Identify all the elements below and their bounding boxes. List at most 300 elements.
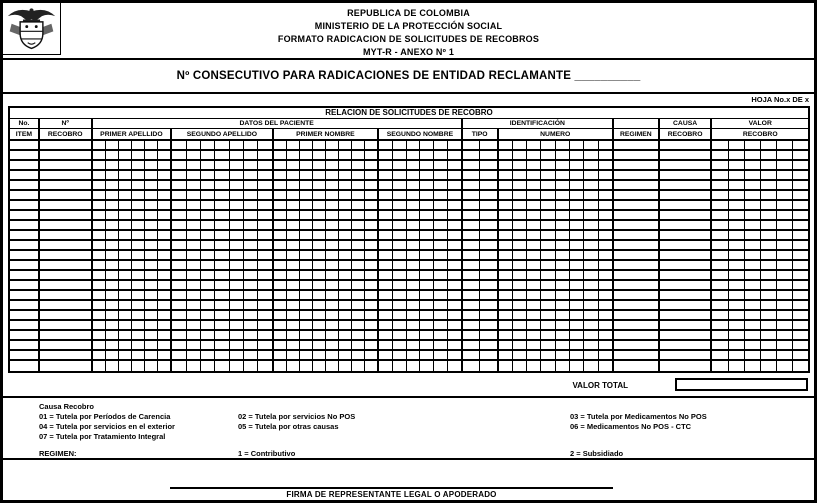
- char-box[interactable]: [614, 291, 658, 299]
- char-box[interactable]: [463, 261, 479, 269]
- char-box[interactable]: [229, 251, 243, 259]
- cell-item[interactable]: [10, 331, 38, 339]
- char-box[interactable]: [40, 171, 91, 179]
- char-box[interactable]: [479, 261, 496, 269]
- char-box[interactable]: [214, 261, 228, 269]
- char-box[interactable]: [379, 241, 392, 249]
- char-box[interactable]: [614, 161, 658, 169]
- char-box[interactable]: [614, 331, 658, 339]
- char-box[interactable]: [325, 181, 338, 189]
- char-box[interactable]: [433, 171, 447, 179]
- char-box[interactable]: [598, 341, 612, 349]
- char-box[interactable]: [447, 361, 461, 371]
- char-box[interactable]: [447, 301, 461, 309]
- char-box[interactable]: [406, 331, 420, 339]
- char-box[interactable]: [229, 151, 243, 159]
- char-box[interactable]: [338, 141, 351, 149]
- cell-item[interactable]: [10, 361, 38, 371]
- char-box[interactable]: [214, 141, 228, 149]
- char-box[interactable]: [274, 181, 286, 189]
- char-box[interactable]: [447, 191, 461, 199]
- char-box[interactable]: [312, 161, 325, 169]
- char-box[interactable]: [172, 321, 185, 329]
- char-box[interactable]: [93, 301, 105, 309]
- char-box[interactable]: [776, 271, 792, 279]
- char-box[interactable]: [760, 191, 776, 199]
- char-box[interactable]: [526, 271, 540, 279]
- char-box[interactable]: [286, 241, 299, 249]
- cell-segundo_apellido[interactable]: [170, 361, 271, 371]
- char-box[interactable]: [792, 271, 808, 279]
- char-box[interactable]: [379, 281, 392, 289]
- char-box[interactable]: [463, 151, 479, 159]
- char-box[interactable]: [214, 201, 228, 209]
- char-box[interactable]: [379, 161, 392, 169]
- char-box[interactable]: [406, 241, 420, 249]
- char-box[interactable]: [463, 161, 479, 169]
- char-box[interactable]: [598, 271, 612, 279]
- char-box[interactable]: [540, 141, 554, 149]
- cell-causa[interactable]: [658, 241, 711, 249]
- char-box[interactable]: [257, 251, 271, 259]
- cell-segundo_apellido[interactable]: [170, 181, 271, 189]
- char-box[interactable]: [392, 141, 406, 149]
- char-box[interactable]: [614, 221, 658, 229]
- char-box[interactable]: [379, 201, 392, 209]
- char-box[interactable]: [792, 141, 808, 149]
- char-box[interactable]: [364, 211, 377, 219]
- char-box[interactable]: [744, 271, 760, 279]
- char-box[interactable]: [312, 341, 325, 349]
- char-box[interactable]: [118, 191, 131, 199]
- char-box[interactable]: [299, 321, 312, 329]
- char-box[interactable]: [131, 201, 144, 209]
- cell-item[interactable]: [10, 281, 38, 289]
- char-box[interactable]: [512, 141, 526, 149]
- char-box[interactable]: [214, 351, 228, 359]
- char-box[interactable]: [792, 211, 808, 219]
- cell-segundo_apellido[interactable]: [170, 321, 271, 329]
- char-box[interactable]: [274, 301, 286, 309]
- char-box[interactable]: [569, 201, 583, 209]
- char-box[interactable]: [214, 361, 228, 371]
- cell-primer_nombre[interactable]: [272, 181, 377, 189]
- char-box[interactable]: [499, 291, 512, 299]
- char-box[interactable]: [118, 311, 131, 319]
- char-box[interactable]: [200, 341, 214, 349]
- char-box[interactable]: [257, 311, 271, 319]
- char-box[interactable]: [712, 291, 727, 299]
- char-box[interactable]: [299, 311, 312, 319]
- char-box[interactable]: [105, 181, 118, 189]
- char-box[interactable]: [660, 241, 711, 249]
- char-box[interactable]: [214, 221, 228, 229]
- char-box[interactable]: [744, 311, 760, 319]
- cell-regimen[interactable]: [612, 281, 658, 289]
- char-box[interactable]: [229, 361, 243, 371]
- char-box[interactable]: [229, 191, 243, 199]
- char-box[interactable]: [499, 241, 512, 249]
- char-box[interactable]: [614, 351, 658, 359]
- char-box[interactable]: [364, 241, 377, 249]
- cell-item[interactable]: [10, 171, 38, 179]
- char-box[interactable]: [419, 171, 433, 179]
- char-box[interactable]: [463, 181, 479, 189]
- cell-tipo[interactable]: [461, 231, 497, 239]
- char-box[interactable]: [157, 311, 170, 319]
- char-box[interactable]: [614, 321, 658, 329]
- cell-valor[interactable]: [710, 181, 808, 189]
- char-box[interactable]: [555, 151, 569, 159]
- char-box[interactable]: [364, 221, 377, 229]
- char-box[interactable]: [338, 231, 351, 239]
- char-box[interactable]: [499, 341, 512, 349]
- char-box[interactable]: [569, 231, 583, 239]
- char-box[interactable]: [392, 301, 406, 309]
- char-box[interactable]: [243, 141, 257, 149]
- char-box[interactable]: [433, 291, 447, 299]
- char-box[interactable]: [499, 221, 512, 229]
- char-box[interactable]: [118, 281, 131, 289]
- char-box[interactable]: [499, 181, 512, 189]
- char-box[interactable]: [379, 271, 392, 279]
- char-box[interactable]: [406, 271, 420, 279]
- char-box[interactable]: [144, 221, 157, 229]
- char-box[interactable]: [186, 251, 200, 259]
- char-box[interactable]: [728, 281, 744, 289]
- char-box[interactable]: [712, 251, 727, 259]
- char-box[interactable]: [569, 331, 583, 339]
- char-box[interactable]: [274, 251, 286, 259]
- cell-primer_apellido[interactable]: [91, 141, 171, 149]
- char-box[interactable]: [325, 241, 338, 249]
- cell-valor[interactable]: [710, 171, 808, 179]
- char-box[interactable]: [312, 201, 325, 209]
- char-box[interactable]: [463, 351, 479, 359]
- cell-recobro[interactable]: [38, 241, 91, 249]
- char-box[interactable]: [392, 331, 406, 339]
- char-box[interactable]: [463, 361, 479, 371]
- char-box[interactable]: [406, 151, 420, 159]
- char-box[interactable]: [338, 341, 351, 349]
- char-box[interactable]: [447, 181, 461, 189]
- char-box[interactable]: [760, 251, 776, 259]
- char-box[interactable]: [760, 151, 776, 159]
- char-box[interactable]: [131, 191, 144, 199]
- char-box[interactable]: [792, 261, 808, 269]
- cell-recobro[interactable]: [38, 171, 91, 179]
- cell-recobro[interactable]: [38, 151, 91, 159]
- char-box[interactable]: [105, 281, 118, 289]
- cell-primer_nombre[interactable]: [272, 231, 377, 239]
- char-box[interactable]: [10, 211, 38, 219]
- char-box[interactable]: [526, 191, 540, 199]
- cell-numero[interactable]: [497, 141, 612, 149]
- char-box[interactable]: [118, 261, 131, 269]
- char-box[interactable]: [93, 251, 105, 259]
- cell-recobro[interactable]: [38, 281, 91, 289]
- char-box[interactable]: [144, 291, 157, 299]
- char-box[interactable]: [105, 141, 118, 149]
- char-box[interactable]: [157, 201, 170, 209]
- char-box[interactable]: [257, 351, 271, 359]
- char-box[interactable]: [499, 321, 512, 329]
- char-box[interactable]: [10, 291, 38, 299]
- cell-segundo_apellido[interactable]: [170, 311, 271, 319]
- char-box[interactable]: [463, 271, 479, 279]
- char-box[interactable]: [286, 281, 299, 289]
- char-box[interactable]: [274, 191, 286, 199]
- char-box[interactable]: [598, 171, 612, 179]
- char-box[interactable]: [569, 221, 583, 229]
- char-box[interactable]: [172, 341, 185, 349]
- cell-recobro[interactable]: [38, 361, 91, 371]
- char-box[interactable]: [499, 251, 512, 259]
- cell-valor[interactable]: [710, 291, 808, 299]
- cell-segundo_nombre[interactable]: [377, 141, 461, 149]
- char-box[interactable]: [598, 311, 612, 319]
- cell-causa[interactable]: [658, 161, 711, 169]
- char-box[interactable]: [712, 191, 727, 199]
- char-box[interactable]: [118, 141, 131, 149]
- char-box[interactable]: [540, 271, 554, 279]
- char-box[interactable]: [463, 191, 479, 199]
- cell-primer_nombre[interactable]: [272, 191, 377, 199]
- char-box[interactable]: [379, 211, 392, 219]
- char-box[interactable]: [569, 181, 583, 189]
- char-box[interactable]: [555, 341, 569, 349]
- char-box[interactable]: [299, 331, 312, 339]
- char-box[interactable]: [419, 301, 433, 309]
- char-box[interactable]: [40, 151, 91, 159]
- char-box[interactable]: [243, 271, 257, 279]
- cell-primer_apellido[interactable]: [91, 261, 171, 269]
- cell-recobro[interactable]: [38, 311, 91, 319]
- cell-numero[interactable]: [497, 151, 612, 159]
- cell-valor[interactable]: [710, 261, 808, 269]
- char-box[interactable]: [583, 241, 597, 249]
- char-box[interactable]: [186, 271, 200, 279]
- cell-recobro[interactable]: [38, 251, 91, 259]
- char-box[interactable]: [105, 261, 118, 269]
- char-box[interactable]: [40, 181, 91, 189]
- char-box[interactable]: [479, 311, 496, 319]
- char-box[interactable]: [325, 351, 338, 359]
- char-box[interactable]: [200, 261, 214, 269]
- char-box[interactable]: [540, 251, 554, 259]
- char-box[interactable]: [286, 351, 299, 359]
- char-box[interactable]: [526, 281, 540, 289]
- char-box[interactable]: [379, 221, 392, 229]
- char-box[interactable]: [569, 241, 583, 249]
- char-box[interactable]: [569, 321, 583, 329]
- cell-causa[interactable]: [658, 181, 711, 189]
- char-box[interactable]: [406, 251, 420, 259]
- char-box[interactable]: [760, 141, 776, 149]
- char-box[interactable]: [274, 321, 286, 329]
- char-box[interactable]: [392, 281, 406, 289]
- char-box[interactable]: [512, 311, 526, 319]
- char-box[interactable]: [131, 181, 144, 189]
- char-box[interactable]: [406, 181, 420, 189]
- cell-numero[interactable]: [497, 211, 612, 219]
- char-box[interactable]: [499, 301, 512, 309]
- char-box[interactable]: [433, 181, 447, 189]
- char-box[interactable]: [10, 191, 38, 199]
- char-box[interactable]: [598, 361, 612, 371]
- char-box[interactable]: [186, 321, 200, 329]
- char-box[interactable]: [569, 191, 583, 199]
- char-box[interactable]: [614, 151, 658, 159]
- cell-segundo_apellido[interactable]: [170, 191, 271, 199]
- char-box[interactable]: [364, 271, 377, 279]
- char-box[interactable]: [364, 301, 377, 309]
- cell-segundo_apellido[interactable]: [170, 351, 271, 359]
- char-box[interactable]: [172, 151, 185, 159]
- char-box[interactable]: [40, 201, 91, 209]
- char-box[interactable]: [419, 351, 433, 359]
- char-box[interactable]: [286, 201, 299, 209]
- char-box[interactable]: [351, 261, 364, 269]
- cell-regimen[interactable]: [612, 171, 658, 179]
- char-box[interactable]: [93, 151, 105, 159]
- char-box[interactable]: [157, 331, 170, 339]
- char-box[interactable]: [229, 311, 243, 319]
- char-box[interactable]: [40, 231, 91, 239]
- char-box[interactable]: [447, 161, 461, 169]
- char-box[interactable]: [200, 301, 214, 309]
- char-box[interactable]: [157, 261, 170, 269]
- char-box[interactable]: [274, 271, 286, 279]
- char-box[interactable]: [214, 301, 228, 309]
- char-box[interactable]: [351, 281, 364, 289]
- char-box[interactable]: [555, 241, 569, 249]
- char-box[interactable]: [406, 261, 420, 269]
- char-box[interactable]: [243, 251, 257, 259]
- char-box[interactable]: [792, 151, 808, 159]
- char-box[interactable]: [364, 261, 377, 269]
- char-box[interactable]: [463, 251, 479, 259]
- char-box[interactable]: [200, 351, 214, 359]
- char-box[interactable]: [792, 331, 808, 339]
- char-box[interactable]: [744, 341, 760, 349]
- char-box[interactable]: [526, 291, 540, 299]
- char-box[interactable]: [792, 241, 808, 249]
- char-box[interactable]: [172, 271, 185, 279]
- char-box[interactable]: [364, 251, 377, 259]
- char-box[interactable]: [351, 211, 364, 219]
- char-box[interactable]: [744, 361, 760, 371]
- cell-numero[interactable]: [497, 181, 612, 189]
- char-box[interactable]: [286, 181, 299, 189]
- char-box[interactable]: [392, 221, 406, 229]
- char-box[interactable]: [118, 361, 131, 371]
- char-box[interactable]: [512, 211, 526, 219]
- char-box[interactable]: [229, 351, 243, 359]
- cell-item[interactable]: [10, 211, 38, 219]
- char-box[interactable]: [93, 291, 105, 299]
- cell-valor[interactable]: [710, 191, 808, 199]
- char-box[interactable]: [243, 211, 257, 219]
- char-box[interactable]: [93, 141, 105, 149]
- char-box[interactable]: [479, 351, 496, 359]
- char-box[interactable]: [229, 171, 243, 179]
- cell-segundo_nombre[interactable]: [377, 291, 461, 299]
- char-box[interactable]: [433, 241, 447, 249]
- char-box[interactable]: [569, 361, 583, 371]
- char-box[interactable]: [325, 291, 338, 299]
- char-box[interactable]: [379, 181, 392, 189]
- char-box[interactable]: [10, 181, 38, 189]
- char-box[interactable]: [274, 241, 286, 249]
- char-box[interactable]: [526, 311, 540, 319]
- char-box[interactable]: [614, 141, 658, 149]
- char-box[interactable]: [712, 201, 727, 209]
- cell-item[interactable]: [10, 261, 38, 269]
- char-box[interactable]: [419, 321, 433, 329]
- char-box[interactable]: [433, 281, 447, 289]
- cell-regimen[interactable]: [612, 181, 658, 189]
- char-box[interactable]: [776, 351, 792, 359]
- char-box[interactable]: [792, 361, 808, 371]
- char-box[interactable]: [351, 291, 364, 299]
- char-box[interactable]: [433, 191, 447, 199]
- char-box[interactable]: [499, 231, 512, 239]
- cell-recobro[interactable]: [38, 221, 91, 229]
- char-box[interactable]: [406, 311, 420, 319]
- char-box[interactable]: [10, 231, 38, 239]
- char-box[interactable]: [157, 191, 170, 199]
- cell-recobro[interactable]: [38, 211, 91, 219]
- char-box[interactable]: [433, 301, 447, 309]
- char-box[interactable]: [172, 231, 185, 239]
- char-box[interactable]: [186, 211, 200, 219]
- cell-primer_apellido[interactable]: [91, 151, 171, 159]
- char-box[interactable]: [286, 301, 299, 309]
- cell-primer_nombre[interactable]: [272, 161, 377, 169]
- char-box[interactable]: [214, 281, 228, 289]
- char-box[interactable]: [364, 181, 377, 189]
- cell-tipo[interactable]: [461, 311, 497, 319]
- char-box[interactable]: [157, 211, 170, 219]
- char-box[interactable]: [406, 161, 420, 169]
- char-box[interactable]: [598, 351, 612, 359]
- char-box[interactable]: [728, 181, 744, 189]
- char-box[interactable]: [351, 351, 364, 359]
- char-box[interactable]: [419, 341, 433, 349]
- char-box[interactable]: [312, 321, 325, 329]
- char-box[interactable]: [312, 301, 325, 309]
- char-box[interactable]: [131, 261, 144, 269]
- char-box[interactable]: [105, 151, 118, 159]
- char-box[interactable]: [660, 181, 711, 189]
- char-box[interactable]: [712, 141, 727, 149]
- char-box[interactable]: [728, 341, 744, 349]
- char-box[interactable]: [598, 211, 612, 219]
- char-box[interactable]: [286, 221, 299, 229]
- char-box[interactable]: [325, 151, 338, 159]
- char-box[interactable]: [583, 331, 597, 339]
- cell-primer_apellido[interactable]: [91, 191, 171, 199]
- cell-segundo_apellido[interactable]: [170, 151, 271, 159]
- char-box[interactable]: [229, 161, 243, 169]
- cell-numero[interactable]: [497, 201, 612, 209]
- char-box[interactable]: [364, 311, 377, 319]
- char-box[interactable]: [364, 151, 377, 159]
- char-box[interactable]: [338, 271, 351, 279]
- char-box[interactable]: [392, 151, 406, 159]
- char-box[interactable]: [540, 211, 554, 219]
